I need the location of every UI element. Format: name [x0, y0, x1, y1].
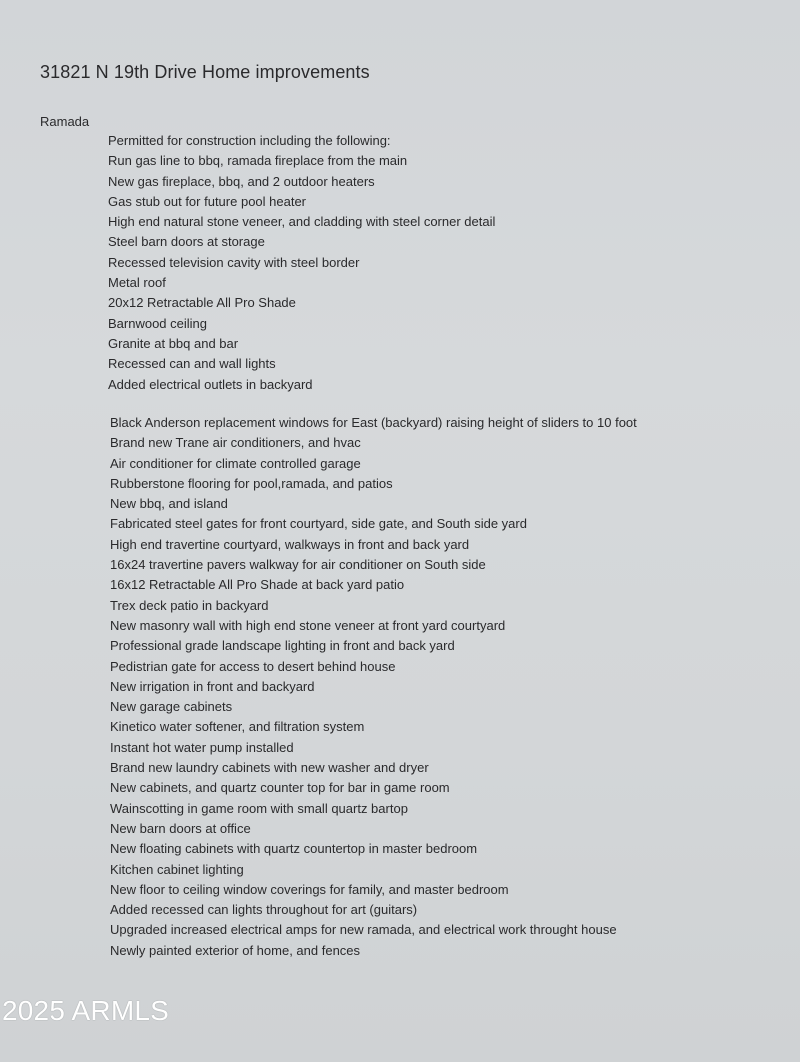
list-item: Brand new laundry cabinets with new washer and dryer — [110, 760, 429, 776]
list-item: Gas stub out for future pool heater — [108, 193, 307, 209]
list-item: New masonry wall with high end stone veneer at front yard courtyard — [110, 617, 506, 633]
document-title: 31821 N 19th Drive Home improvements — [40, 62, 370, 82]
list-item: 16x24 travertine pavers walkway for air conditioner on South side — [110, 557, 486, 573]
list-item: Black Anderson replacement windows for East (backyard) raising height of sliders to 10 foot — [110, 415, 637, 430]
list-item: New garage cabinets — [110, 699, 233, 715]
list-item: New bbq, and island — [110, 496, 228, 512]
list-item: Wainscotting in game room with small quartz bartop — [110, 800, 408, 816]
list-item: New irrigation in front and backyard — [110, 678, 315, 694]
list-item: High end travertine courtyard, walkways in front and back yard — [110, 536, 470, 552]
list-item: Kinetico water softener, and filtration system — [110, 719, 365, 735]
list-item: Run gas line to bbq, ramada fireplace from the main — [108, 153, 408, 169]
list-item: Instant hot water pump installed — [110, 739, 294, 755]
list-item: 20x12 Retractable All Pro Shade — [108, 295, 296, 311]
list-item: Brand new Trane air conditioners, and hvac — [110, 435, 361, 451]
ramada-improvements-list — [108, 131, 495, 395]
list-item: Air conditioner for climate controlled garage — [110, 455, 361, 471]
list-item: Trex deck patio in backyard — [110, 597, 269, 613]
list-item: Metal roof — [108, 275, 166, 291]
list-item: High end natural stone veneer, and cladding with steel corner detail — [108, 214, 496, 230]
list-item: New floating cabinets with quartz countertop in master bedroom — [110, 841, 478, 857]
section-label-ramada: Ramada — [40, 114, 90, 129]
list-item: Upgraded increased electrical amps for new ramada, and electrical work throught house — [110, 922, 617, 938]
list-item: Granite at bbq and bar — [108, 335, 239, 351]
list-item: Rubberstone flooring for pool,ramada, and patios — [110, 475, 393, 491]
list-item: Newly painted exterior of home, and fences — [110, 942, 361, 958]
list-item: Professional grade landscape lighting in front and back yard — [110, 638, 455, 654]
list-item: Added electrical outlets in backyard — [108, 376, 313, 392]
list-item: New gas fireplace, bbq, and 2 outdoor heaters — [108, 173, 375, 189]
list-item: New cabinets, and quartz counter top for bar in game room — [110, 780, 450, 796]
list-item: Pedistrian gate for access to desert behind house — [110, 658, 396, 674]
list-item: Added recessed can lights throughout for art (guitars) — [110, 902, 418, 918]
list-item: New floor to ceiling window coverings for family, and master bedroom — [110, 881, 509, 897]
list-item: Steel barn doors at storage — [108, 234, 265, 250]
list-item: Fabricated steel gates for front courtyard, side gate, and South side yard — [110, 516, 527, 532]
watermark: 2025 ARMLS — [2, 995, 169, 1026]
list-item: Barnwood ceiling — [108, 315, 208, 331]
list-item: Recessed can and wall lights — [108, 356, 276, 372]
list-item: Permitted for construction including the following: — [108, 133, 391, 148]
list-item: New barn doors at office — [110, 820, 251, 836]
list-item: Kitchen cabinet lighting — [110, 861, 244, 877]
list-item: 16x12 Retractable All Pro Shade at back yard patio — [110, 577, 405, 593]
list-item: Recessed television cavity with steel border — [108, 254, 360, 270]
home-improvements-list — [110, 413, 637, 961]
